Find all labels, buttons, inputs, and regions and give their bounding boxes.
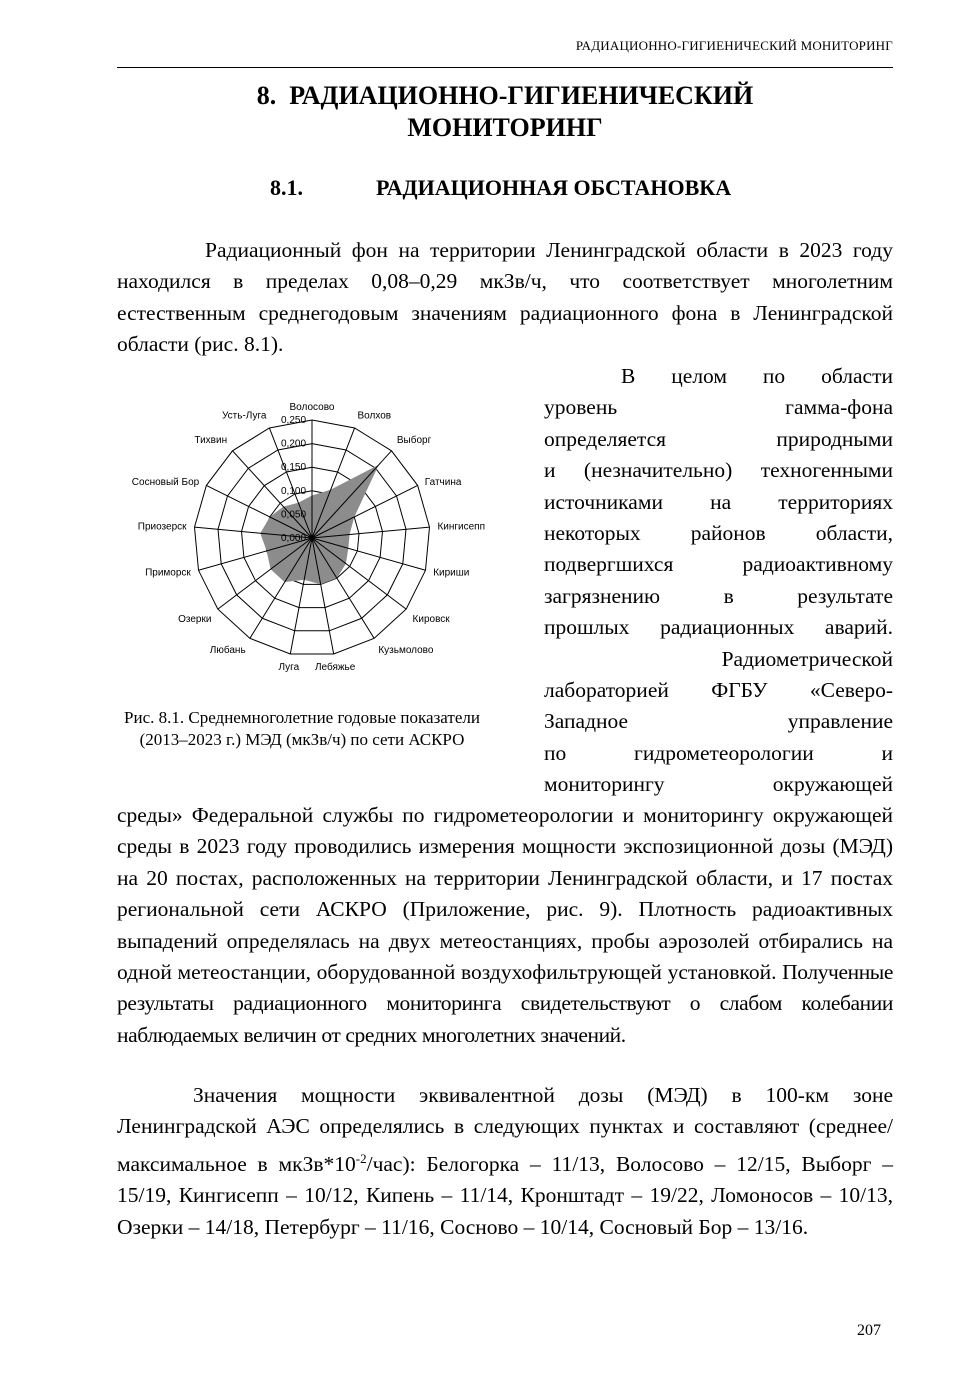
radar-category-label: Волосово xyxy=(289,402,335,413)
chapter-title xyxy=(117,80,893,144)
radar-tick-label: 0,050 xyxy=(281,509,307,521)
radar-category-label: Лебяжье xyxy=(314,661,356,673)
radar-chart xyxy=(112,390,512,690)
radar-category-label: Любань xyxy=(209,645,246,657)
side-line: прошлых радиационных аварий. xyxy=(544,615,893,640)
paragraph-4-part-1: Значения мощности эквивалентной дозы (МЭД) в 100-км зоне Ленинградской АЭС определялись в следующих пунктах и составляют (среднее/максимальное в мкЗв*10 xyxy=(117,1083,893,1176)
radar-tick-label: 0,150 xyxy=(281,462,307,474)
radar-category-label: Кириши xyxy=(433,567,470,579)
radar-category-label: Тихвин xyxy=(194,434,228,446)
side-line: лабораторией ФГБУ «Северо- xyxy=(544,677,893,702)
side-line: загрязнению в результате xyxy=(544,583,893,608)
radar-category-label: Сосновый Бор xyxy=(131,476,200,488)
radar-series-area xyxy=(260,465,378,585)
side-line: Радиометрической xyxy=(721,646,893,671)
section-number: 8.1. xyxy=(270,175,303,200)
side-line: и (незначительно) техногенными xyxy=(544,458,893,483)
radar-category-label: Кингисепп xyxy=(437,521,486,533)
side-line: мониторингу окружающей xyxy=(544,772,893,797)
figure-caption: Рис. 8.1. Среднемноголетние годовые показатели (2013–2023 г.) МЭД (мкЗв/ч) по сети АСКРО xyxy=(124,708,480,749)
side-line: Западное управление xyxy=(544,709,893,734)
radar-category-label: Усть-Луга xyxy=(222,410,267,422)
paragraph-1: Радиационный фон на территории Ленинградской области в 2023 году находился в пределах 0,08–0,29 мкЗв/ч, что соответствует многолетним естественным среднегодовым значениям радиационного фона в Ленинградской области (рис. 8.1). xyxy=(117,238,893,357)
radar-category-label: Выборг xyxy=(396,434,432,446)
radar-tick-label: 0,250 xyxy=(281,415,307,426)
radar-series-layer xyxy=(260,465,378,585)
paragraph-4-part-2: /час): Белогорка – 11/13, Волосово – 12/15, Выборг – 15/19, Кингисепп – 10/12, Кипень – 11/14, Кронштадт – 19/22, Ломоносов – 10/13, Озерки – 14/18, Петербург – 11/16, Сосново – 10/14, Сосновый Бор – 13/16. xyxy=(117,1151,893,1239)
paragraph-4-superscript: -2 xyxy=(355,1150,367,1166)
header-rule xyxy=(117,67,893,68)
side-line: некоторых районов области, xyxy=(544,520,893,545)
side-line: уровень гамма-фона xyxy=(544,395,893,420)
paragraph-4 xyxy=(117,1080,893,1243)
radar-chart-figure xyxy=(112,390,512,690)
radar-tick-label: 0,100 xyxy=(281,485,307,497)
side-line: определяется природными xyxy=(544,426,893,451)
radar-tick-label: 0,000 xyxy=(281,533,307,544)
paragraph-2-side xyxy=(544,361,893,800)
page-number: 207 xyxy=(857,1322,881,1339)
radar-category-label: Приморск xyxy=(145,567,191,579)
side-line: В целом по области xyxy=(621,364,893,388)
radar-category-label: Волхов xyxy=(357,410,392,422)
radar-tick-label: 0,200 xyxy=(281,438,307,450)
side-line: источниками на территориях xyxy=(544,489,893,514)
radar-category-label: Гатчина xyxy=(424,476,462,488)
radar-category-label: Кузьмолово xyxy=(378,645,434,657)
running-header: РАДИАЦИОННО-ГИГИЕНИЧЕСКИЙ МОНИТОРИНГ xyxy=(575,38,893,53)
section-title: РАДИАЦИОННАЯ ОБСТАНОВКА xyxy=(376,175,732,200)
paragraph-3-conclusion: Полученные результаты радиационного мониторинга свидетельствуют о слабом колебании наблюдаемых величин от средних многолетних значений. xyxy=(117,960,893,1047)
radar-category-label: Кировск xyxy=(412,613,450,625)
paragraph-3-main: среды» Федеральной службы по гидрометеорологии и мониторингу окружающей среды в 2023 году проводились измерения мощности экспозиционной дозы (МЭД) на 20 постах, расположенных на территории Ленинградской области, и 17 постах региональной сети АСКРО (Приложение, рис. 9). Плотность радиоактивных выпадений определялась на двух метеостанциях, пробы аэрозолей отбирались на одной метеостанции, оборудованной воздухофильтрующей установкой. xyxy=(117,803,893,985)
chapter-title-line-2: МОНИТОРИНГ xyxy=(407,113,603,142)
radar-category-label: Озерки xyxy=(178,613,212,625)
side-line: по гидрометеорологии и xyxy=(544,740,893,765)
radar-category-label: Луга xyxy=(278,661,300,673)
side-line: подвергшихся радиоактивному xyxy=(544,552,893,577)
radar-category-label: Приозерск xyxy=(137,521,187,533)
paragraph-3 xyxy=(117,800,893,1051)
chapter-title-line-1: 8. РАДИАЦИОННО-ГИГИЕНИЧЕСКИЙ xyxy=(256,81,754,110)
